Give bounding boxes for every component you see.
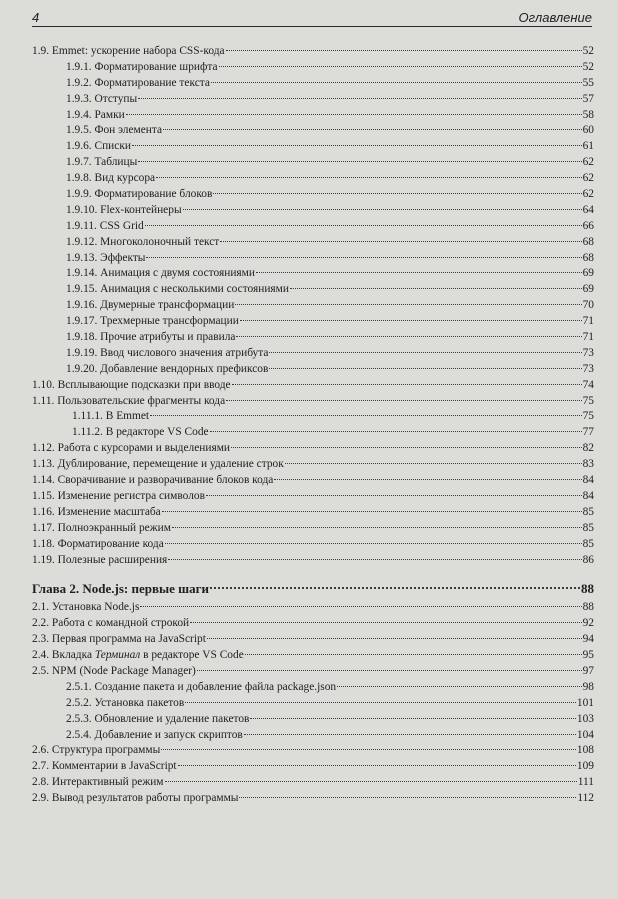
dot-leader (145, 225, 582, 226)
dot-leader (163, 129, 582, 130)
toc-entry[interactable] (32, 775, 594, 791)
chapter-page-number: 88 (581, 581, 594, 597)
toc-entry[interactable] (32, 759, 594, 775)
toc-entry[interactable] (32, 728, 594, 744)
toc-entry-title: 1.9.20. Добавление вендорных префиксов (66, 362, 269, 375)
toc-page-number: 103 (576, 712, 594, 725)
toc-entry[interactable] (32, 409, 594, 425)
toc-page-number: 57 (582, 92, 594, 105)
toc-entry[interactable] (32, 680, 594, 696)
dot-leader (161, 749, 576, 750)
toc-entry[interactable] (32, 139, 594, 155)
dot-leader (190, 622, 581, 623)
toc-entry[interactable] (32, 537, 594, 553)
toc-page-number: 68 (582, 251, 594, 264)
dot-leader (172, 527, 582, 528)
toc-entry-title: 2.5.1. Создание пакета и добавление файла package.json (66, 680, 337, 693)
toc-page-number: 73 (582, 362, 594, 375)
toc-entry[interactable] (32, 696, 594, 712)
toc-entry-title: 1.19. Полезные расширения (32, 553, 168, 566)
toc-entry-title: 2.5. NPM (Node Package Manager) (32, 664, 196, 677)
toc-page-number: 82 (582, 442, 594, 455)
toc-entry[interactable] (32, 743, 594, 759)
toc-entry-title: 1.9.13. Эффекты (66, 251, 146, 264)
toc-entry-title: 2.1. Установка Node.js (32, 601, 140, 614)
toc-entry-title: 1.10. Всплывающие подсказки при вводе (32, 378, 231, 391)
toc-page-number: 112 (577, 792, 594, 805)
toc-page-number: 85 (582, 505, 594, 518)
toc-page-number: 52 (582, 45, 594, 57)
toc-chapter-heading[interactable] (32, 578, 594, 600)
toc-entry-title: 2.2. Работа с командной строкой (32, 617, 190, 630)
toc-page-number: 62 (582, 188, 594, 201)
toc-entry[interactable] (32, 60, 594, 76)
toc-entry-title: 1.11.2. В редакторе VS Code (72, 426, 209, 439)
toc-page-number: 83 (582, 458, 594, 471)
toc-entry[interactable] (32, 664, 594, 680)
toc-entry-title: 1.9.17. Трехмерные трансформации (66, 315, 239, 328)
toc-page-number: 70 (582, 299, 594, 312)
toc-page-number: 88 (582, 601, 594, 614)
dot-leader (337, 686, 582, 687)
dot-leader (146, 257, 581, 258)
dot-leader (244, 734, 576, 735)
dot-leader (235, 304, 581, 305)
dot-leader (274, 479, 581, 480)
toc-entry[interactable] (32, 44, 594, 60)
toc-page-number: 58 (582, 108, 594, 121)
toc-entry-title: 2.8. Интерактивный режим (32, 776, 164, 789)
toc-page-number: 97 (582, 664, 594, 677)
toc-entry-title: 2.5.4. Добавление и запуск скриптов (66, 728, 243, 741)
toc-entry-title: 2.7. Комментарии в JavaScript (32, 760, 177, 773)
toc-page-number: 74 (582, 378, 594, 391)
toc-entry-title: 2.6. Структура программы (32, 744, 161, 757)
dot-leader (240, 320, 582, 321)
toc-entry-title: 1.12. Работа с курсорами и выделениями (32, 442, 231, 455)
dot-leader (269, 352, 581, 353)
toc-page-number: 52 (582, 60, 594, 73)
toc-entry-title: 1.9.10. Flex-контейнеры (66, 203, 182, 216)
toc-page-number: 95 (582, 649, 594, 662)
toc-entry[interactable] (32, 76, 594, 92)
toc-entry-title: 1.11.1. В Emmet (72, 410, 150, 423)
dot-leader (178, 765, 576, 766)
dot-leader (168, 559, 581, 560)
dot-leader (138, 98, 581, 99)
chapter-title: Глава 2. Node.js: первые шаги (32, 581, 210, 597)
toc-entry-title: 1.9.15. Анимация с несколькими состояниями (66, 283, 289, 296)
toc-entry[interactable] (32, 92, 594, 108)
toc-entry[interactable] (32, 330, 594, 346)
dot-leader (239, 797, 576, 798)
toc-page-number: 77 (582, 426, 594, 439)
toc-entry-title: 2.5.3. Обновление и удаление пакетов (66, 712, 250, 725)
toc-entry[interactable] (32, 553, 594, 569)
toc-entry-title: 1.9.3. Отступы (66, 92, 138, 105)
toc-entry[interactable] (32, 219, 594, 235)
toc-entry[interactable] (32, 632, 594, 648)
dot-leader (245, 654, 582, 655)
toc-entry[interactable] (32, 123, 594, 139)
dot-leader (211, 82, 582, 83)
toc-entry[interactable] (32, 600, 594, 616)
toc-page-number: 64 (582, 203, 594, 216)
toc-entry-title: 1.13. Дублирование, перемещение и удаление строк (32, 458, 284, 471)
toc-page-number: 84 (582, 474, 594, 487)
toc-entry-title: 2.5.2. Установка пакетов (66, 696, 185, 709)
toc-entry[interactable] (32, 616, 594, 632)
toc-entry-title: 1.9.1. Форматирование шрифта (66, 60, 218, 73)
toc-entry[interactable] (32, 457, 594, 473)
toc-entry[interactable] (32, 505, 594, 521)
toc-section-chapter-1 (32, 44, 594, 568)
toc-entry-title: 1.17. Полноэкранный режим (32, 521, 171, 534)
dot-leader (269, 368, 581, 369)
toc-page-number: 68 (582, 235, 594, 248)
toc-entry[interactable] (32, 346, 594, 362)
toc-entry[interactable] (32, 521, 594, 537)
toc-entry[interactable] (32, 187, 594, 203)
toc-entry-title: 1.9.12. Многоколоночный текст (66, 235, 220, 248)
toc-page-number: 73 (582, 346, 594, 359)
dot-leader (138, 161, 581, 162)
toc-entry-title: 1.9. Emmet: ускорение набора CSS-кода (32, 45, 225, 57)
toc-page-number: 60 (582, 124, 594, 137)
dot-leader (165, 781, 577, 782)
toc-entry[interactable] (32, 791, 594, 807)
toc-entry-title: 1.9.11. CSS Grid (66, 219, 144, 232)
toc-page-number: 108 (576, 744, 594, 757)
toc-page-number: 66 (582, 219, 594, 232)
toc-entry[interactable] (32, 298, 594, 314)
dot-leader (226, 50, 582, 51)
toc-page-number: 62 (582, 172, 594, 185)
toc-entry-title: 2.4. Вкладка Терминал в редакторе VS Code (32, 649, 244, 662)
toc-entry-title: 2.9. Вывод результатов работы программы (32, 792, 239, 805)
table-of-contents (32, 44, 594, 807)
toc-entry-title: 1.9.19. Ввод числового значения атрибута (66, 346, 269, 359)
toc-entry-title: 1.18. Форматирование кода (32, 537, 164, 550)
toc-page-number: 86 (582, 553, 594, 566)
dot-leader (183, 209, 582, 210)
toc-page-number: 92 (582, 617, 594, 630)
toc-entry-title: 1.9.14. Анимация с двумя состояниями (66, 267, 255, 280)
toc-entry[interactable] (32, 235, 594, 251)
dot-leader (206, 495, 582, 496)
dot-leader (197, 670, 582, 671)
toc-page-number: 111 (577, 776, 594, 789)
toc-entry[interactable] (32, 394, 594, 410)
dot-leader (210, 587, 580, 589)
toc-entry[interactable] (32, 282, 594, 298)
toc-entry[interactable] (32, 648, 594, 664)
toc-entry[interactable] (32, 155, 594, 171)
toc-entry[interactable] (32, 473, 594, 489)
toc-entry-title: 1.9.7. Таблицы (66, 156, 138, 169)
toc-page-number: 85 (582, 537, 594, 550)
toc-entry-title: 1.14. Сворачивание и разворачивание блоков кода (32, 474, 274, 487)
dot-leader (140, 606, 581, 607)
dot-leader (219, 66, 582, 67)
toc-entry[interactable] (32, 362, 594, 378)
toc-page-number: 69 (582, 267, 594, 280)
dot-leader (250, 718, 575, 719)
toc-entry[interactable] (32, 108, 594, 124)
toc-entry[interactable] (32, 425, 594, 441)
toc-page-number: 69 (582, 283, 594, 296)
dot-leader (150, 415, 582, 416)
toc-entry-title: 1.9.8. Вид курсора (66, 172, 156, 185)
toc-section-chapter-2 (32, 600, 594, 807)
dot-leader (290, 288, 582, 289)
toc-entry-title: 1.16. Изменение масштаба (32, 505, 161, 518)
dot-leader (213, 193, 581, 194)
toc-entry[interactable] (32, 378, 594, 394)
toc-page-number: 101 (576, 696, 594, 709)
running-header (32, 10, 592, 27)
toc-entry[interactable] (32, 266, 594, 282)
dot-leader (220, 241, 581, 242)
dot-leader (226, 400, 581, 401)
toc-page-number: 71 (582, 315, 594, 328)
toc-page-number: 75 (582, 394, 594, 407)
dot-leader (231, 447, 582, 448)
toc-entry[interactable] (32, 251, 594, 267)
toc-page-number: 75 (582, 410, 594, 423)
dot-leader (207, 638, 582, 639)
toc-entry-title: 1.9.6. Списки (66, 140, 131, 153)
toc-page-number: 84 (582, 489, 594, 502)
running-title: Оглавление (518, 10, 592, 25)
dot-leader (256, 272, 582, 273)
toc-page-number: 85 (582, 521, 594, 534)
toc-page-number: 62 (582, 156, 594, 169)
dot-leader (210, 431, 582, 432)
toc-entry[interactable] (32, 314, 594, 330)
dot-leader (156, 177, 582, 178)
toc-entry[interactable] (32, 171, 594, 187)
dot-leader (165, 543, 582, 544)
toc-entry-title: 1.9.16. Двумерные трансформации (66, 299, 235, 312)
toc-page-number: 55 (582, 76, 594, 89)
page-number: 4 (32, 10, 40, 25)
toc-entry[interactable] (32, 712, 594, 728)
toc-page-number: 104 (576, 728, 594, 741)
toc-entry-title: 1.11. Пользовательские фрагменты кода (32, 394, 226, 407)
dot-leader (232, 384, 582, 385)
toc-entry[interactable] (32, 489, 594, 505)
toc-entry[interactable] (32, 203, 594, 219)
toc-page-number: 71 (582, 331, 594, 344)
dot-leader (126, 114, 582, 115)
toc-entry-title: 1.9.9. Форматирование блоков (66, 188, 213, 201)
toc-entry-title: 1.9.4. Рамки (66, 108, 125, 121)
toc-entry-title: 1.9.2. Форматирование текста (66, 76, 210, 89)
toc-entry[interactable] (32, 441, 594, 457)
toc-entry-title: 1.9.18. Прочие атрибуты и правила (66, 331, 236, 344)
toc-entry-title: 1.15. Изменение регистра символов (32, 489, 205, 502)
dot-leader (132, 145, 582, 146)
dot-leader (162, 511, 582, 512)
toc-page-number: 98 (582, 680, 594, 693)
toc-entry-title: 2.3. Первая программа на JavaScript (32, 633, 206, 646)
toc-entry-title: 1.9.5. Фон элемента (66, 124, 163, 137)
dot-leader (285, 463, 582, 464)
dot-leader (236, 336, 581, 337)
toc-page-number: 94 (582, 633, 594, 646)
toc-page-number: 109 (576, 760, 594, 773)
toc-page-number: 61 (582, 140, 594, 153)
dot-leader (185, 702, 576, 703)
